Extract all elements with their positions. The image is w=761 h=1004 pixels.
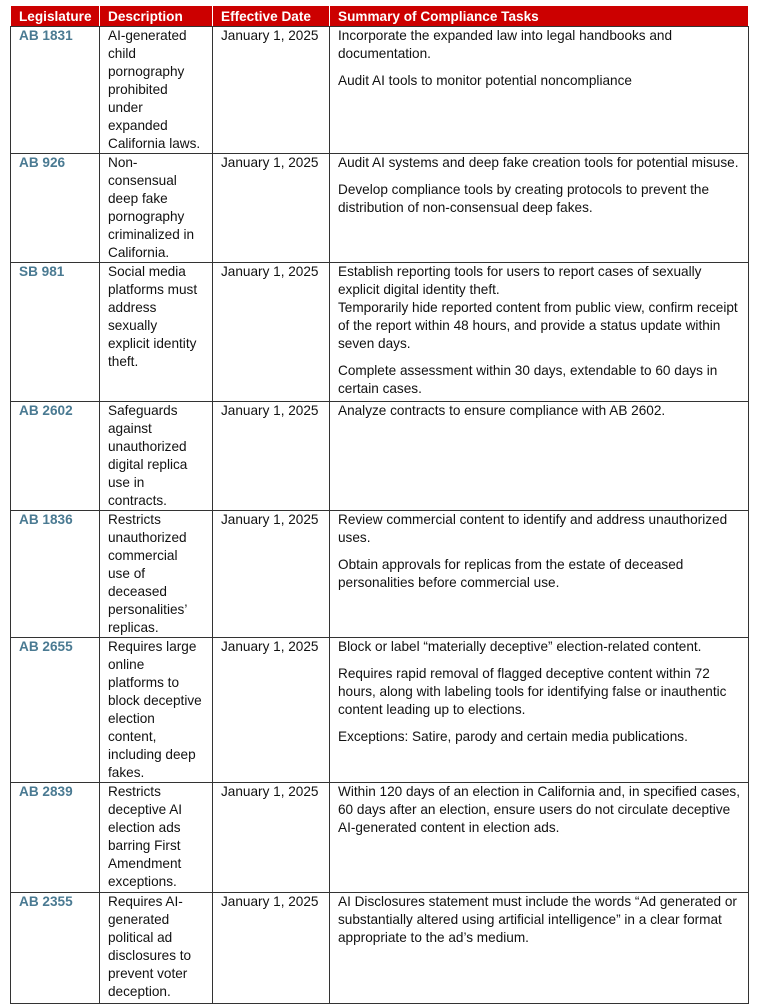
description-cell — [100, 638, 213, 783]
table-row — [11, 511, 749, 638]
description-cell — [100, 893, 213, 1004]
compliance-task: Audit AI tools to monitor potential noncompliance — [338, 73, 632, 88]
table-body — [11, 27, 749, 1004]
effective-date-cell: January 1, 2025 — [213, 893, 330, 1004]
description-cell — [100, 783, 213, 893]
compliance-task: Within 120 days of an election in California and, in specified cases, 60 days after an election, ensure users do not circulate deceptive AI-generated content in election ads. — [338, 784, 740, 835]
table-row — [11, 638, 749, 783]
effective-date-cell: January 1, 2025 — [213, 783, 330, 893]
legislature-cell: AB 926 — [11, 154, 100, 263]
tasks-cell — [330, 154, 749, 263]
tasks-cell — [330, 511, 749, 638]
header-row — [11, 6, 749, 27]
compliance-task: Analyze contracts to ensure compliance with AB 2602. — [338, 403, 666, 418]
table-row — [11, 783, 749, 893]
legislature-cell: AB 2602 — [11, 402, 100, 511]
table-row — [11, 154, 749, 263]
effective-date-cell: January 1, 2025 — [213, 402, 330, 511]
description-cell — [100, 402, 213, 511]
description-cell — [100, 154, 213, 263]
effective-date-cell: January 1, 2025 — [213, 263, 330, 402]
legislature-cell: AB 1831 — [11, 27, 100, 154]
description-text: Social media platforms must address sexually explicit identity theft. — [108, 264, 198, 369]
compliance-task: Audit AI systems and deep fake creation tools for potential misuse. — [338, 155, 739, 170]
description-text: Requires large online platforms to block deceptive election content, including deep fakes. — [108, 639, 202, 780]
tasks-cell — [330, 263, 749, 402]
header-effective-date: Effective Date — [213, 6, 330, 27]
description-cell — [100, 27, 213, 154]
legislature-cell: SB 981 — [11, 263, 100, 402]
compliance-task: Obtain approvals for replicas from the estate of deceased personalities before commercial use. — [338, 557, 684, 590]
description-text: Non-consensual deep fake pornography criminalized in California. — [108, 155, 195, 260]
compliance-task: Develop compliance tools by creating protocols to prevent the distribution of non-consensual deep fakes. — [338, 182, 710, 215]
compliance-task: Establish reporting tools for users to report cases of sexually explicit digital identity theft. — [338, 264, 702, 297]
header-summary: Summary of Compliance Tasks — [330, 6, 749, 27]
compliance-task: Requires rapid removal of flagged deceptive content within 72 hours, along with labeling tools for identifying false or inauthentic content leading up to elections. — [338, 666, 727, 717]
legislature-cell: AB 2355 — [11, 893, 100, 1004]
description-text: Restricts unauthorized commercial use of deceased personalities’ replicas. — [108, 512, 187, 635]
legislature-cell: AB 2655 — [11, 638, 100, 783]
legislature-cell: AB 1836 — [11, 511, 100, 638]
effective-date-cell: January 1, 2025 — [213, 511, 330, 638]
table-row — [11, 402, 749, 511]
effective-date-cell: January 1, 2025 — [213, 638, 330, 783]
compliance-task: Block or label “materially deceptive” election-related content. — [338, 639, 702, 654]
table-row — [11, 893, 749, 1004]
compliance-task: Incorporate the expanded law into legal handbooks and documentation. — [338, 28, 673, 61]
compliance-task: Complete assessment within 30 days, extendable to 60 days in certain cases. — [338, 363, 718, 396]
table-row — [11, 27, 749, 154]
table-row — [11, 263, 749, 402]
compliance-task: Temporarily hide reported content from public view, confirm receipt of the report within 48 hours, and provide a status update within seven days. — [338, 300, 738, 351]
description-text: Safeguards against unauthorized digital replica use in contracts. — [108, 403, 188, 508]
description-text: Restricts deceptive AI election ads barring First Amendment exceptions. — [108, 784, 183, 889]
effective-date-cell: January 1, 2025 — [213, 27, 330, 154]
compliance-task: AI Disclosures statement must include the words “Ad generated or substantially altered using artificial intelligence” in a clear format appropriate to the ad’s medium. — [338, 894, 737, 945]
description-cell — [100, 511, 213, 638]
legislature-cell: AB 2839 — [11, 783, 100, 893]
description-text: AI-generated child pornography prohibited under expanded California laws. — [108, 28, 201, 151]
tasks-cell — [330, 402, 749, 511]
compliance-task: Exceptions: Satire, parody and certain media publications. — [338, 729, 688, 744]
description-text: Requires AI-generated political ad disclosures to prevent voter deception. — [108, 894, 192, 999]
compliance-task: Review commercial content to identify and address unauthorized uses. — [338, 512, 728, 545]
description-cell — [100, 263, 213, 402]
tasks-cell — [330, 893, 749, 1004]
tasks-cell — [330, 783, 749, 893]
tasks-cell — [330, 638, 749, 783]
header-description: Description — [100, 6, 213, 27]
header-legislature: Legislature — [11, 6, 100, 27]
tasks-cell — [330, 27, 749, 154]
compliance-table — [10, 6, 749, 1004]
effective-date-cell: January 1, 2025 — [213, 154, 330, 263]
